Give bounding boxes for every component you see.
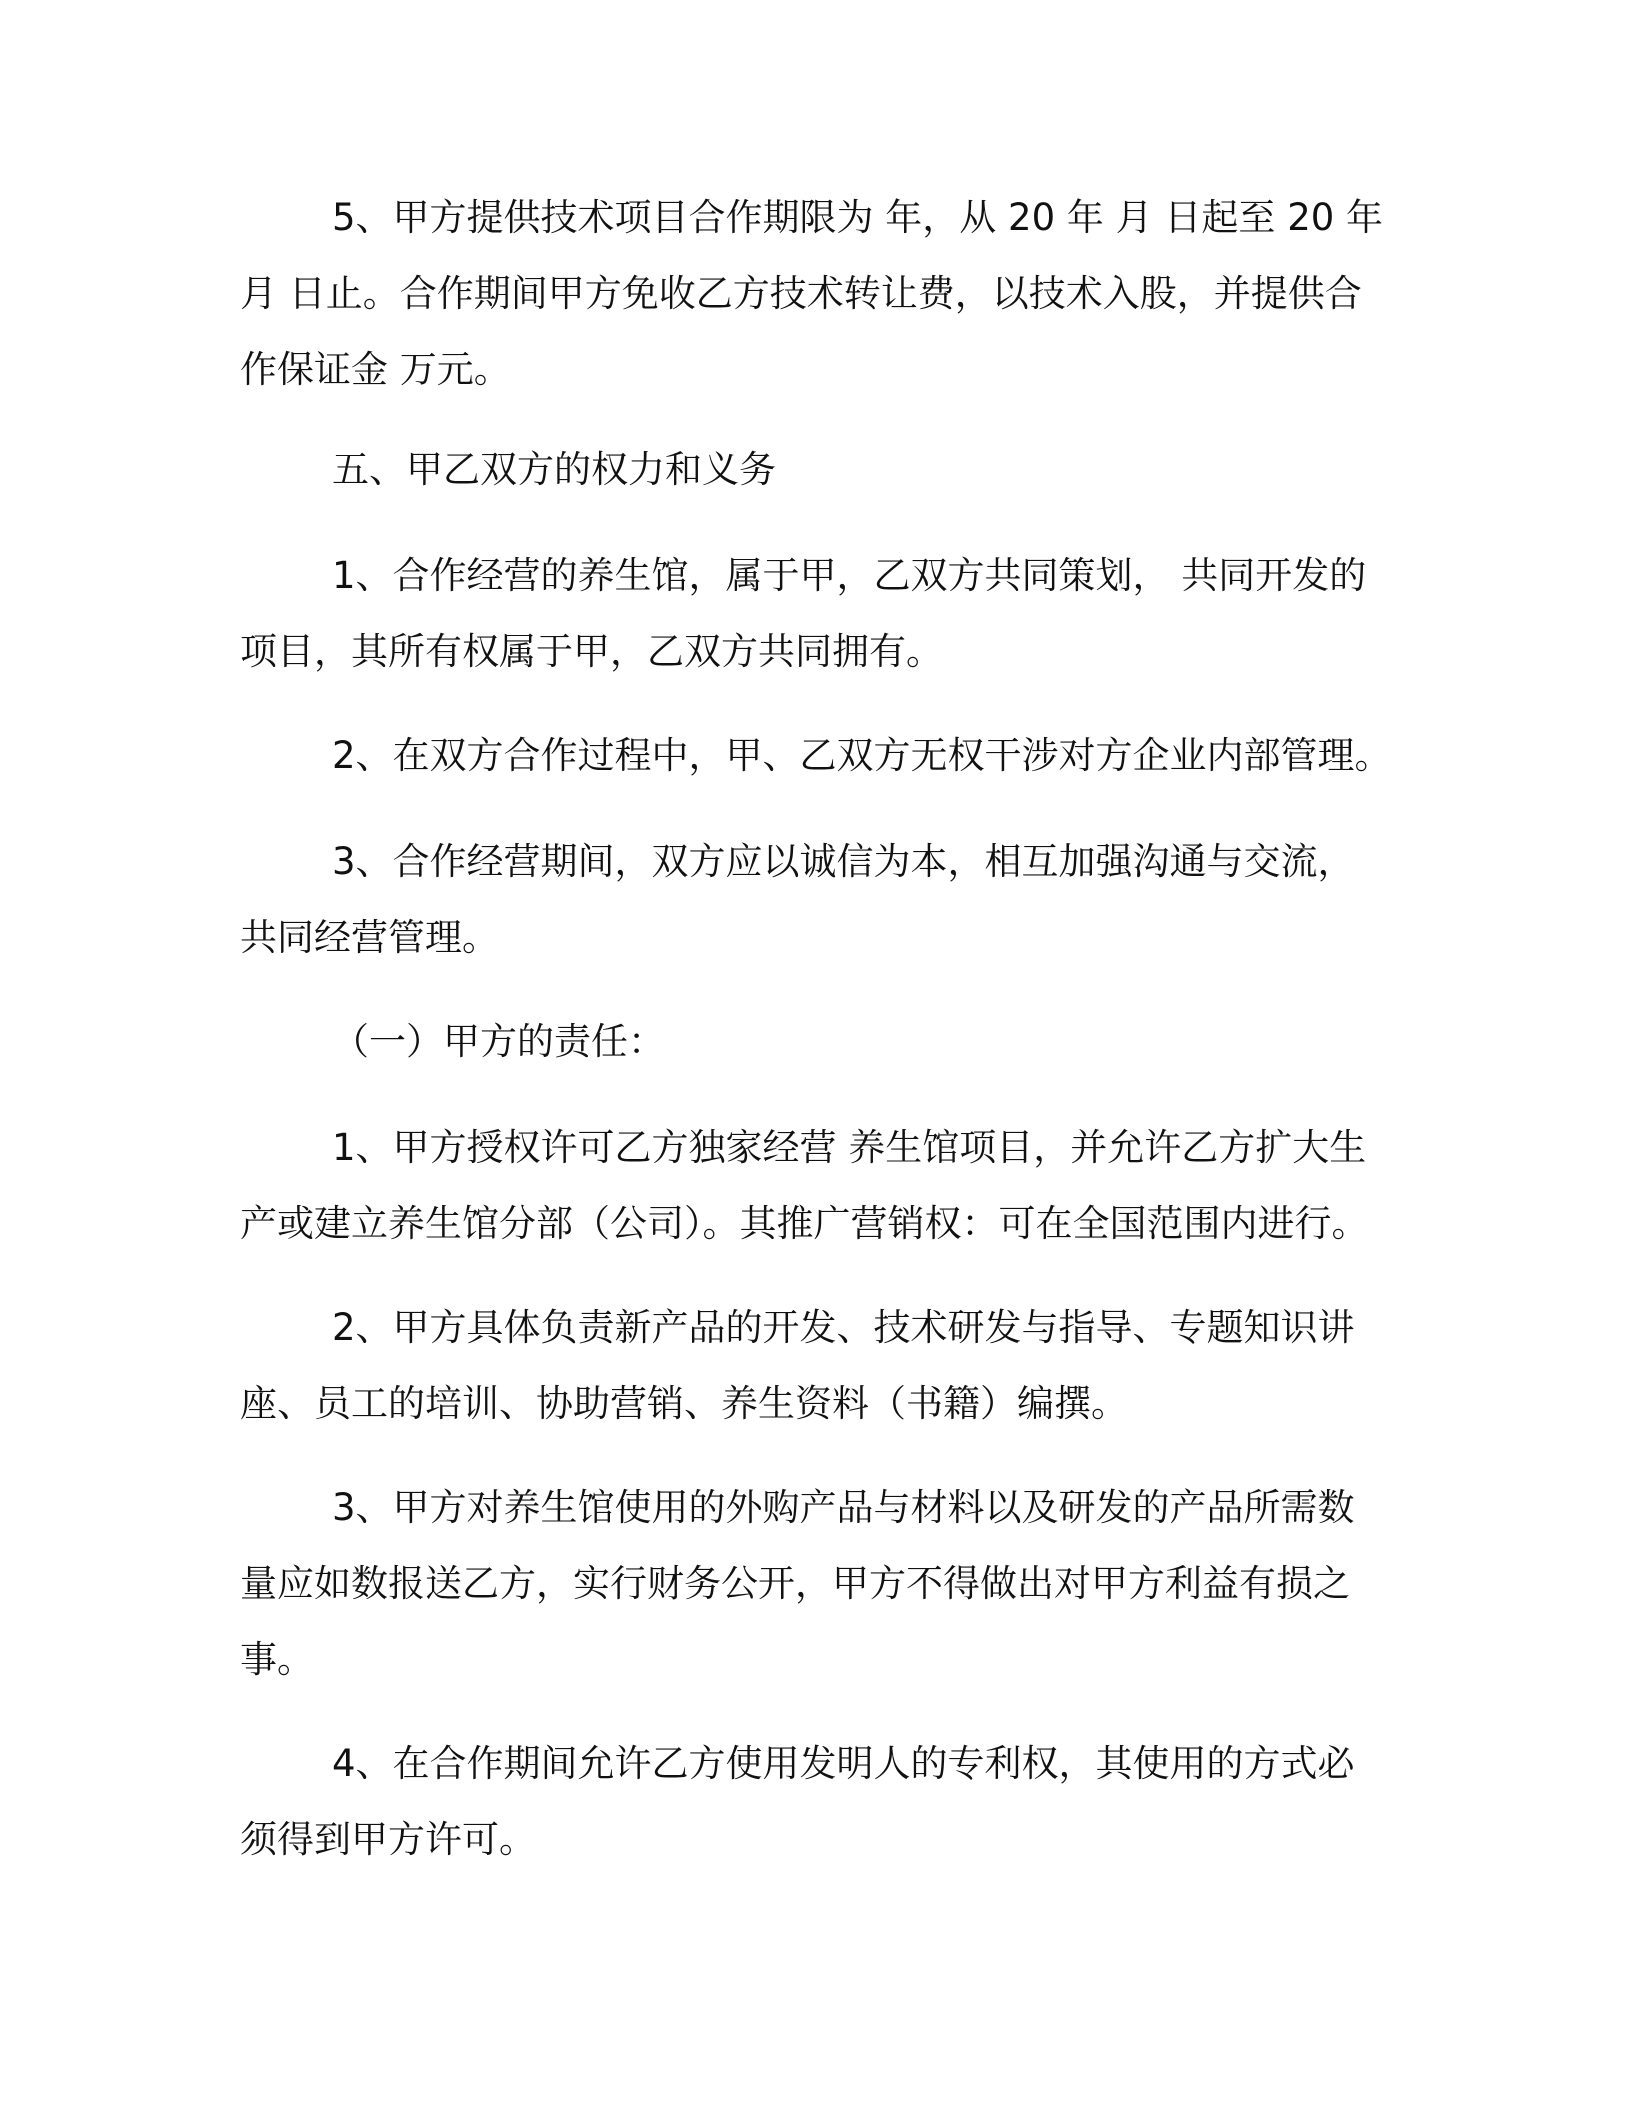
heading-text: 五、甲乙双方的权力和义务 bbox=[332, 448, 776, 491]
paragraph-term bbox=[240, 180, 1384, 408]
text-line: 1、合作经营的养生馆，属于甲，乙双方共同策划， 共同开发的 bbox=[332, 554, 1367, 597]
text-line: 事。 bbox=[240, 1638, 314, 1681]
text-line: 作保证金 万元。 bbox=[240, 348, 511, 391]
paragraph-party-a-4 bbox=[240, 1726, 1370, 1878]
text-line: 5、甲方提供技术项目合作期限为 年，从 20 年 月 日起至 20 年 bbox=[332, 196, 1384, 239]
paragraph-rights-1 bbox=[240, 538, 1370, 690]
paragraph-party-a-2 bbox=[240, 1290, 1370, 1442]
paragraph-rights-3 bbox=[240, 824, 1370, 976]
paragraph-party-a-3 bbox=[240, 1470, 1370, 1698]
text-line: 共同经营管理。 bbox=[240, 916, 499, 959]
paragraph-rights-2 bbox=[240, 718, 1392, 794]
party-a-heading bbox=[240, 1004, 1370, 1080]
text-line: 项目，其所有权属于甲，乙双方共同拥有。 bbox=[240, 630, 943, 673]
text-line: 量应如数报送乙方，实行财务公开，甲方不得做出对甲方利益有损之 bbox=[240, 1562, 1350, 1605]
heading-text: （一）甲方的责任： bbox=[332, 1020, 665, 1063]
text-line: 4、在合作期间允许乙方使用发明人的专利权，其使用的方式必 bbox=[332, 1742, 1355, 1785]
text-line: 2、甲方具体负责新产品的开发、技术研发与指导、专题知识讲 bbox=[332, 1306, 1355, 1349]
text-line: 月 日止。合作期间甲方免收乙方技术转让费，以技术入股，并提供合 bbox=[240, 272, 1362, 315]
text-line: 3、合作经营期间，双方应以诚信为本，相互加强沟通与交流， bbox=[332, 840, 1355, 883]
text-line: 1、甲方授权许可乙方独家经营 养生馆项目，并允许乙方扩大生 bbox=[332, 1126, 1367, 1169]
text-line: 3、甲方对养生馆使用的外购产品与材料以及研发的产品所需数 bbox=[332, 1486, 1355, 1529]
text-line: 产或建立养生馆分部（公司）。其推广营销权：可在全国范围内进行。 bbox=[240, 1202, 1369, 1245]
section-heading bbox=[240, 432, 1370, 508]
text-line: 座、员工的培训、协助营销、养生资料（书籍）编撰。 bbox=[240, 1382, 1128, 1425]
text-line: 须得到甲方许可。 bbox=[240, 1818, 536, 1861]
paragraph-party-a-1 bbox=[240, 1110, 1370, 1262]
text-line: 2、在双方合作过程中，甲、乙双方无权干涉对方企业内部管理。 bbox=[332, 734, 1392, 777]
